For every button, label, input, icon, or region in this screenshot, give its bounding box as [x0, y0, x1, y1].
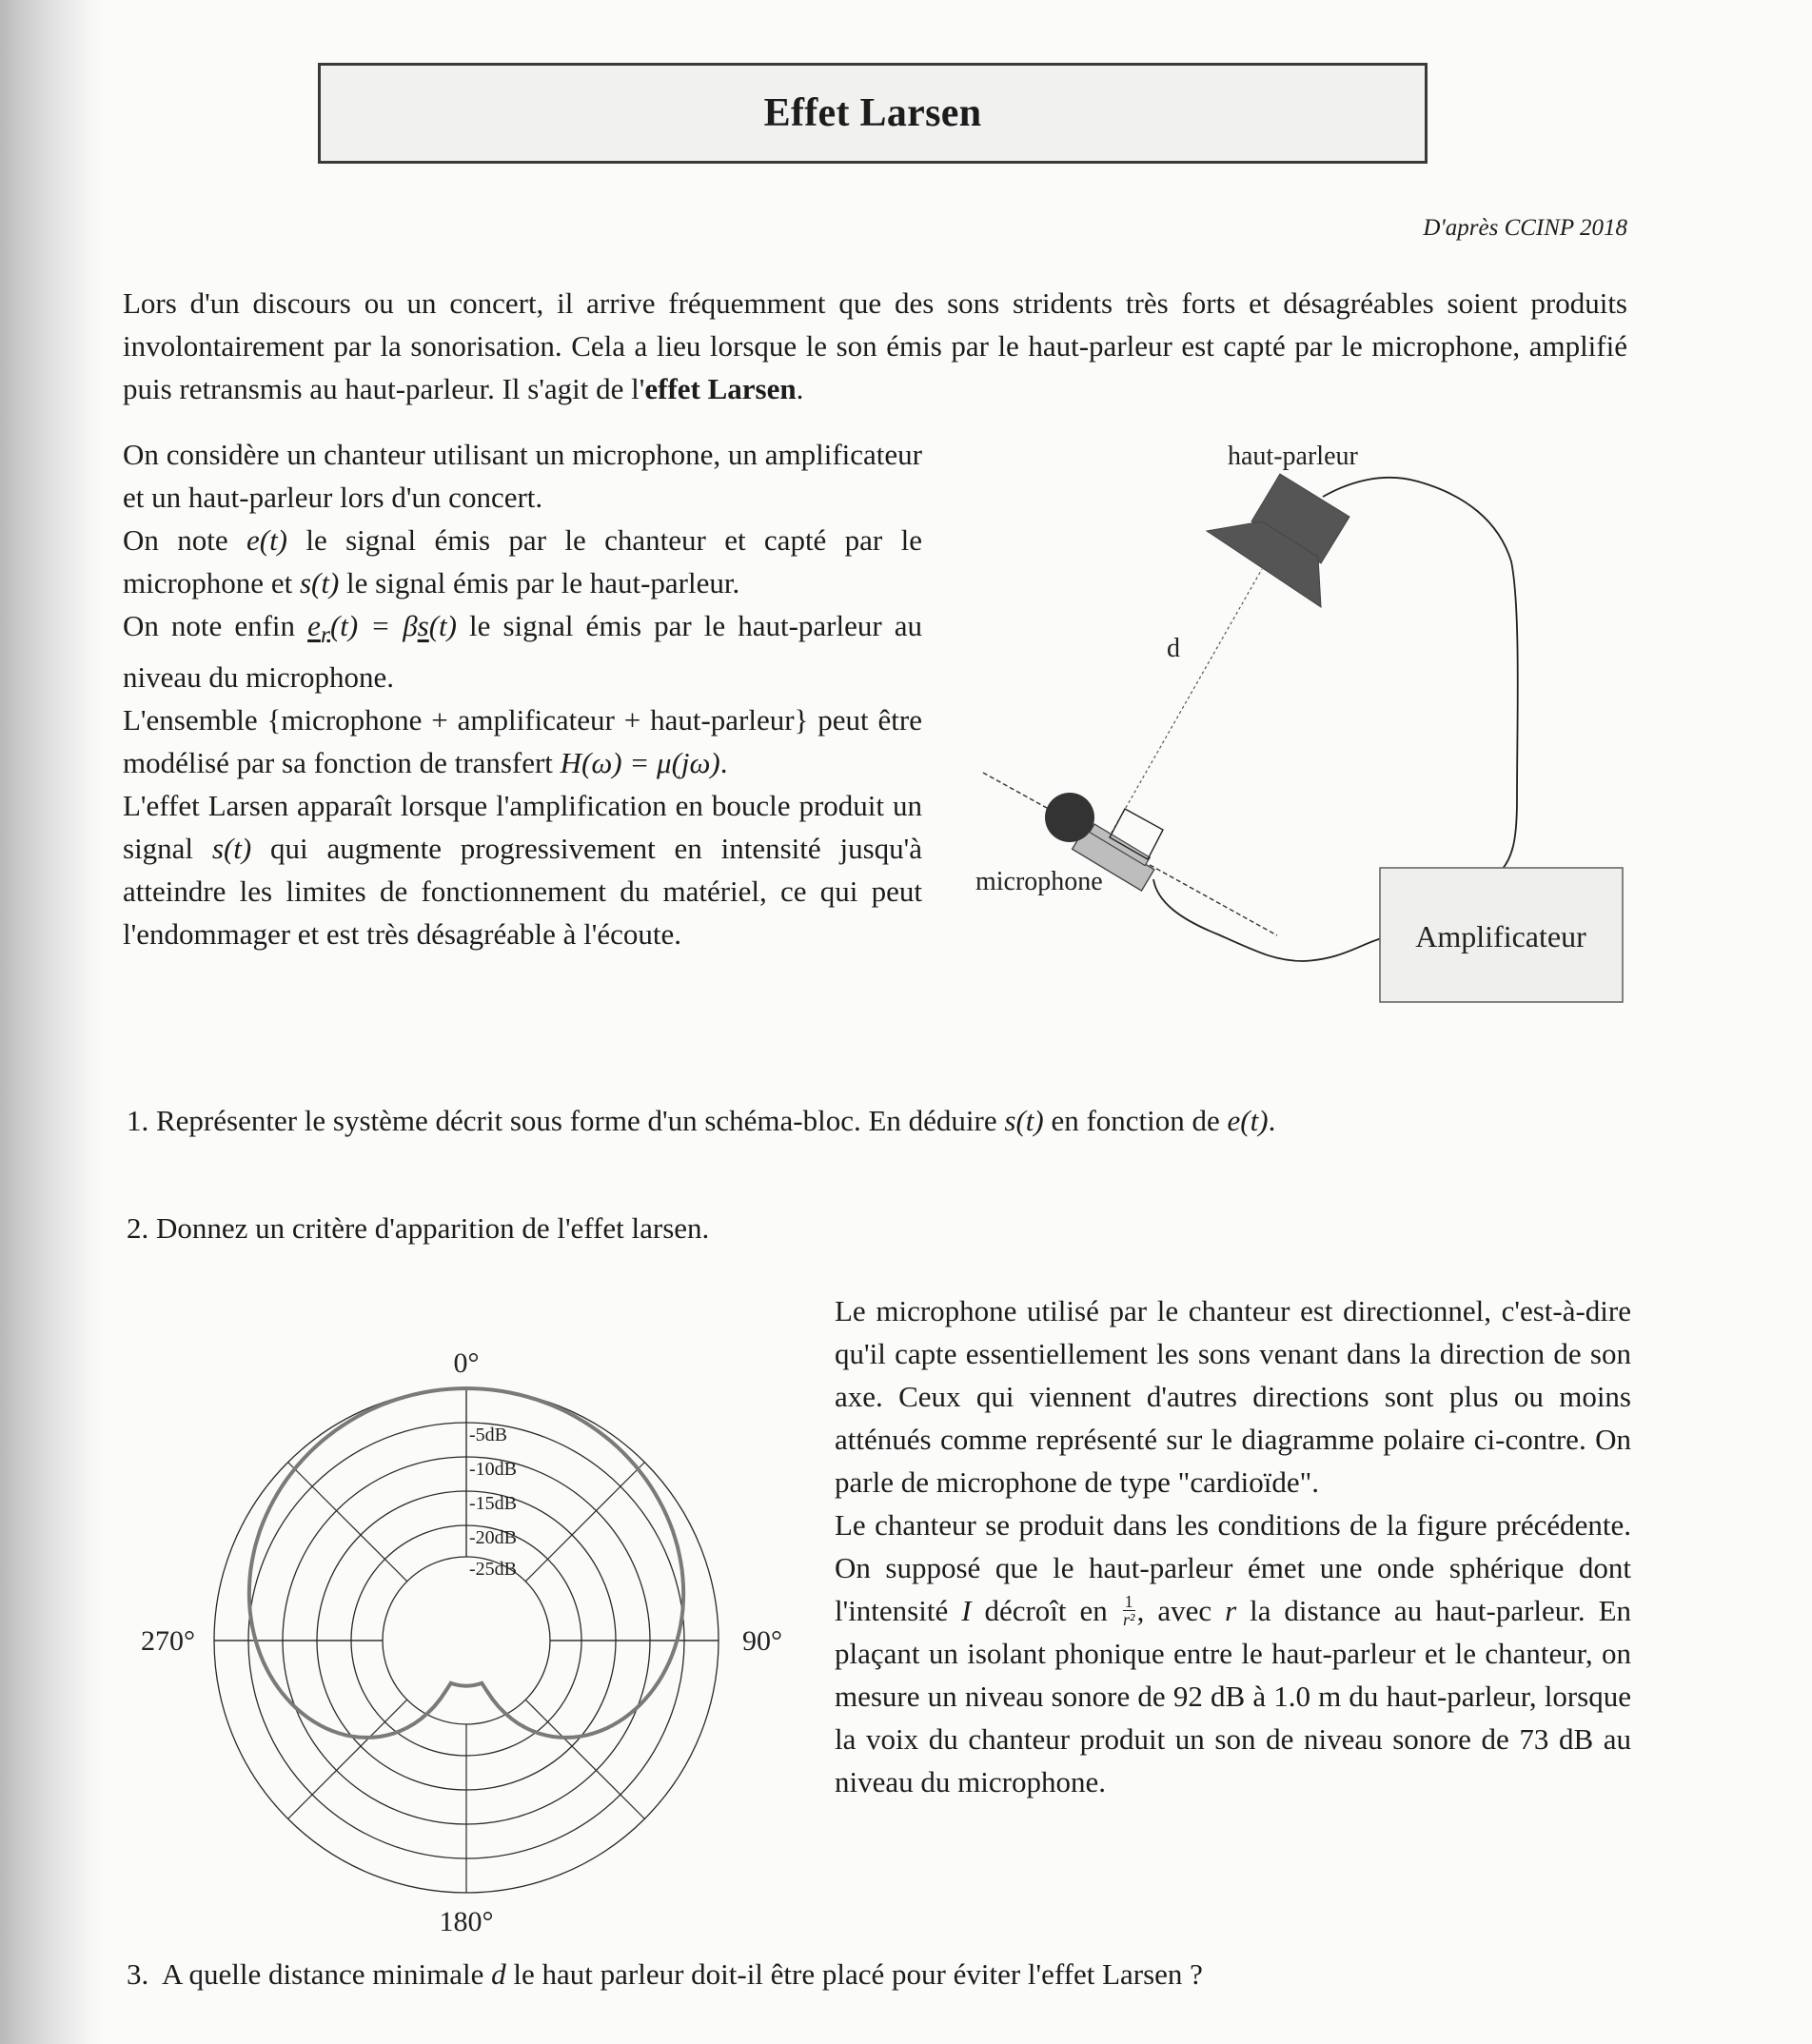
radial-label: -15dB [469, 1493, 517, 1514]
var-e: e(t) [246, 523, 288, 557]
radial-label: -10dB [469, 1459, 517, 1480]
radial-label: -20dB [469, 1527, 517, 1548]
var-s-underlined: s [417, 609, 429, 642]
context-paragraph-3: On note enfin $e_r(t) = \beta s(t)$ le signal émis par le haut-parleur au niveau du microphone. [123, 609, 922, 695]
question-1: 1. Représenter le système décrit sous forme d'un schéma-bloc. En déduire s(t) en fonction de e(t). [127, 1104, 1276, 1137]
context-paragraph-1: On considère un chanteur utilisant un microphone, un amplificateur et un haut-parleur lors d'un concert. [123, 438, 922, 514]
distance-line [1112, 569, 1262, 833]
polar-spoke [525, 1463, 644, 1582]
intro-text: Lors d'un discours ou un concert, il arrive fréquemment que des sons stridents très forts et désagréables soient produits involontairement par la sonorisation. Cela a lieu lorsque le son émis par le haut-parleur est capté par le microphone, amplifié puis retransmis au haut-parleur. Il s'agit de l' [123, 286, 1627, 405]
angle-label: 0° [453, 1347, 480, 1379]
fraction-one-over-r-squared: $\frac{1}{\text{r²}}$ [1122, 1592, 1135, 1630]
speaker-cable [1323, 478, 1518, 870]
question-3: 3. A quelle distance minimale d le haut parleur doit-il être placé pour éviter l'effet Larsen ? [127, 1957, 1203, 1991]
speaker-label: haut-parleur [1228, 442, 1358, 471]
conditions-paragraph: Le chanteur se produit dans les conditions de la figure précédente. On supposé que le haut-parleur émet une onde sphérique dont l'intensité I décroît en $\frac{1}{\text{r²}}$ , avec r la distance au haut-parleur. En plaçant un isolant phonique entre le haut-parleur et le chanteur, on mesure un niveau sonore de 92 dB à 1.0 m du haut-parleur, lorsque la voix du chanteur produit un son de niveau sonore de 73 dB au niveau du microphone. [835, 1508, 1632, 1798]
microphone-cable [1153, 879, 1382, 961]
right-column-text [835, 1289, 1631, 1803]
var-s: s(t) [299, 566, 340, 599]
radial-label: -5dB [469, 1425, 507, 1445]
angle-label: 90° [742, 1625, 782, 1657]
microphone-label: microphone [975, 867, 1103, 896]
var-er: $e_r$ [307, 609, 330, 649]
page-title: Effet Larsen [763, 91, 982, 135]
angle-label: 270° [141, 1625, 195, 1657]
radial-label: -25dB [469, 1559, 517, 1580]
context-paragraph-4: L'ensemble {microphone + amplificateur + haut-parleur} peut être modélisé par sa fonction de transfert H(ω) = μ(jω). [123, 703, 922, 780]
amplifier-label: Amplificateur [1415, 919, 1586, 953]
intro-end: . [796, 372, 804, 405]
polar-spoke [288, 1463, 407, 1582]
polar-ring [383, 1557, 550, 1724]
intro-bold-term: effet Larsen [644, 372, 797, 405]
directional-mic-paragraph: Le microphone utilisé par le chanteur est directionnel, c'est-à-dire qu'il capte essentiellement les sons venant dans la direction de son axe. Ceux qui viennent d'autres directions sont plus ou moins atténués comme représenté sur le diagramme polaire ci-contre. On parle de microphone de type "cardioïde". [835, 1294, 1631, 1499]
context-paragraph-2: On note e(t) le signal émis par le chanteur et capté par le microphone et s(t) le signal émis par le haut-parleur. [123, 523, 922, 599]
transfer-function: H(ω) = μ(jω) [560, 746, 720, 780]
context-paragraph-5: L'effet Larsen apparaît lorsque l'amplification en boucle produit un signal s(t) qui augmente progressivement en intensité jusqu'à atteindre les limites de fonctionnement du matériel, ce qui peut l'endommager et est très désagréable à l'écoute. [123, 789, 922, 952]
source-attribution: D'après CCINP 2018 [1423, 215, 1627, 241]
distance-label: d [1167, 634, 1180, 663]
angle-label: 180° [439, 1906, 494, 1932]
question-2: 2. Donnez un critère d'apparition de l'effet larsen. [127, 1211, 710, 1245]
polar-diagram [0, 1266, 837, 1932]
